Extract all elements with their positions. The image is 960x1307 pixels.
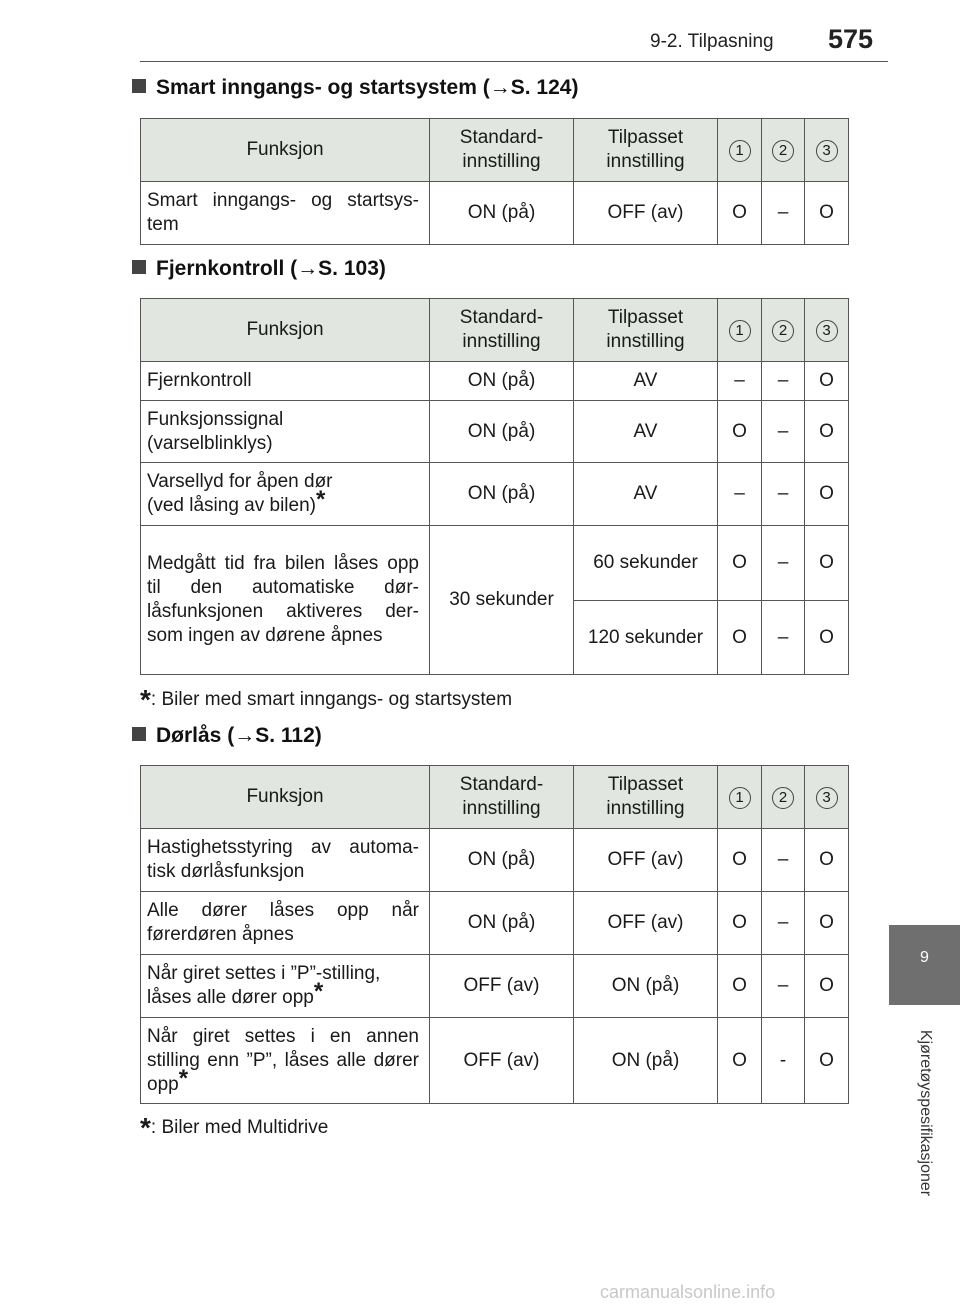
table-row (141, 892, 849, 955)
setting-1-value: O (718, 829, 762, 892)
col-header-setting-3 (805, 299, 849, 362)
circled-2-icon: 2 (772, 140, 794, 162)
setting-1-value: – (718, 362, 762, 401)
default-value: ON (på) (430, 362, 574, 401)
function-name: Når giret settes i ”P”-stilling, låses alle dører opp* (141, 955, 430, 1018)
setting-2-value: - (762, 1018, 805, 1104)
square-bullet-icon (132, 260, 146, 274)
table-row (141, 526, 849, 601)
section-title-remote-control: Fjernkontroll (→S. 103) (132, 257, 386, 281)
function-name: Hastighetsstyring av automa- tisk dørlåsfunksjon (141, 829, 430, 892)
section-title-smart-entry: Smart inngangs- og startsystem (→S. 124) (132, 76, 578, 100)
footnote-smart-entry: *: Biler med smart inngangs- og startsystem (140, 684, 513, 715)
footnote-asterisk: * (313, 978, 324, 1005)
custom-value: AV (574, 401, 718, 463)
setting-1-value: O (718, 182, 762, 245)
table-row (141, 829, 849, 892)
setting-3-value: O (805, 362, 849, 401)
table-header-row (141, 119, 849, 182)
col-header-setting-2 (762, 299, 805, 362)
col-header-setting-1 (718, 766, 762, 829)
setting-2-value: – (762, 829, 805, 892)
custom-value: 120 sekunder (574, 601, 718, 675)
default-value: OFF (av) (430, 955, 574, 1018)
footnote-asterisk: * (315, 486, 326, 513)
remote-control-table (140, 298, 849, 675)
setting-1-value: O (718, 526, 762, 601)
table-header-row (141, 299, 849, 362)
page-header (140, 22, 888, 62)
footnote-multidrive: *: Biler med Multidrive (140, 1112, 329, 1143)
circled-2-icon: 2 (772, 787, 794, 809)
custom-value: ON (på) (574, 955, 718, 1018)
col-header-default: Standard- innstilling (430, 299, 574, 362)
arrow-right-icon: → (489, 76, 511, 99)
col-header-setting-1 (718, 299, 762, 362)
circled-1-icon: 1 (729, 320, 751, 342)
function-name: Fjernkontroll (141, 362, 430, 401)
setting-3-value: O (805, 892, 849, 955)
setting-3-value: O (805, 463, 849, 526)
custom-value: OFF (av) (574, 829, 718, 892)
setting-3-value: O (805, 182, 849, 245)
watermark-text: carmanualsonline.info (600, 1282, 776, 1302)
custom-value: ON (på) (574, 1018, 718, 1104)
setting-2-value: – (762, 955, 805, 1018)
custom-value: OFF (av) (574, 892, 718, 955)
col-header-custom: Tilpasset innstilling (574, 766, 718, 829)
circled-3-icon: 3 (816, 140, 838, 162)
col-header-function: Funksjon (141, 299, 430, 362)
default-value: OFF (av) (430, 1018, 574, 1104)
arrow-right-icon: → (234, 724, 256, 747)
circled-3-icon: 3 (816, 320, 838, 342)
setting-2-value: – (762, 362, 805, 401)
page-reference-link[interactable]: S. 124) (510, 76, 579, 99)
setting-3-value: O (805, 829, 849, 892)
col-header-function: Funksjon (141, 119, 430, 182)
function-name: Smart inngangs- og startsys- tem (141, 182, 430, 245)
col-header-custom: Tilpasset innstilling (574, 119, 718, 182)
col-header-function: Funksjon (141, 766, 430, 829)
custom-value: 60 sekunder (574, 526, 718, 601)
chapter-tab[interactable] (889, 925, 960, 1005)
setting-2-value: – (762, 601, 805, 675)
setting-2-value: – (762, 526, 805, 601)
door-lock-table (140, 765, 849, 1104)
table-row (141, 182, 849, 245)
col-header-custom: Tilpasset innstilling (574, 299, 718, 362)
setting-1-value: O (718, 955, 762, 1018)
function-name: Når giret settes i en annen stilling enn ”P”, låses alle dører opp* (141, 1018, 430, 1104)
custom-value: OFF (av) (574, 182, 718, 245)
setting-3-value: O (805, 1018, 849, 1104)
col-header-default: Standard- innstilling (430, 119, 574, 182)
custom-value: AV (574, 463, 718, 526)
setting-1-value: O (718, 401, 762, 463)
default-value: ON (på) (430, 892, 574, 955)
setting-2-value: – (762, 892, 805, 955)
footnote-asterisk: * (140, 1112, 151, 1143)
square-bullet-icon (132, 727, 146, 741)
square-bullet-icon (132, 79, 146, 93)
default-value: ON (på) (430, 829, 574, 892)
footnote-asterisk: * (178, 1064, 189, 1092)
table-row (141, 1018, 849, 1104)
chapter-label (889, 1005, 960, 1220)
header-section-title: 9-2. Tilpasning (650, 31, 774, 52)
function-name: Alle dører låses opp når førerdøren åpnes (141, 892, 430, 955)
setting-3-value: O (805, 601, 849, 675)
custom-value: AV (574, 362, 718, 401)
col-header-setting-3 (805, 119, 849, 182)
page-reference-link[interactable]: S. 112) (255, 724, 322, 747)
col-header-setting-2 (762, 119, 805, 182)
table-row (141, 955, 849, 1018)
default-value: ON (på) (430, 182, 574, 245)
setting-2-value: – (762, 182, 805, 245)
circled-3-icon: 3 (816, 787, 838, 809)
page-reference-link[interactable]: S. 103) (318, 257, 386, 280)
table-header-row (141, 766, 849, 829)
setting-1-value: O (718, 1018, 762, 1104)
table-row (141, 362, 849, 401)
circled-1-icon: 1 (729, 140, 751, 162)
setting-3-value: O (805, 401, 849, 463)
arrow-right-icon: → (297, 257, 319, 280)
col-header-setting-3 (805, 766, 849, 829)
page-number: 575 (828, 24, 874, 54)
table-row (141, 463, 849, 526)
setting-1-value: – (718, 463, 762, 526)
col-header-setting-1 (718, 119, 762, 182)
circled-1-icon: 1 (729, 787, 751, 809)
col-header-setting-2 (762, 766, 805, 829)
setting-2-value: – (762, 401, 805, 463)
footnote-asterisk: * (140, 684, 151, 715)
table-row (141, 401, 849, 463)
setting-2-value: – (762, 463, 805, 526)
function-name: Funksjonssignal (varselblinklys) (141, 401, 430, 463)
col-header-default: Standard- innstilling (430, 766, 574, 829)
setting-3-value: O (805, 955, 849, 1018)
function-name: Varsellyd for åpen dør (ved låsing av bilen)* (141, 463, 430, 526)
default-value: ON (på) (430, 463, 574, 526)
smart-entry-table (140, 118, 849, 245)
function-name: Medgått tid fra bilen låses opp til den automatiske dør- låsfunksjonen aktiveres der- som ingen av dørene åpnes (141, 526, 430, 675)
chapter-label-text: Kjøretøyspesifikasjoner (916, 1029, 934, 1196)
circled-2-icon: 2 (772, 320, 794, 342)
section-title-door-lock: Dørlås (→S. 112) (132, 724, 322, 748)
default-value: 30 sekunder (430, 526, 574, 675)
setting-3-value: O (805, 526, 849, 601)
chapter-number: 9 (920, 949, 929, 966)
setting-1-value: O (718, 892, 762, 955)
setting-1-value: O (718, 601, 762, 675)
default-value: ON (på) (430, 401, 574, 463)
